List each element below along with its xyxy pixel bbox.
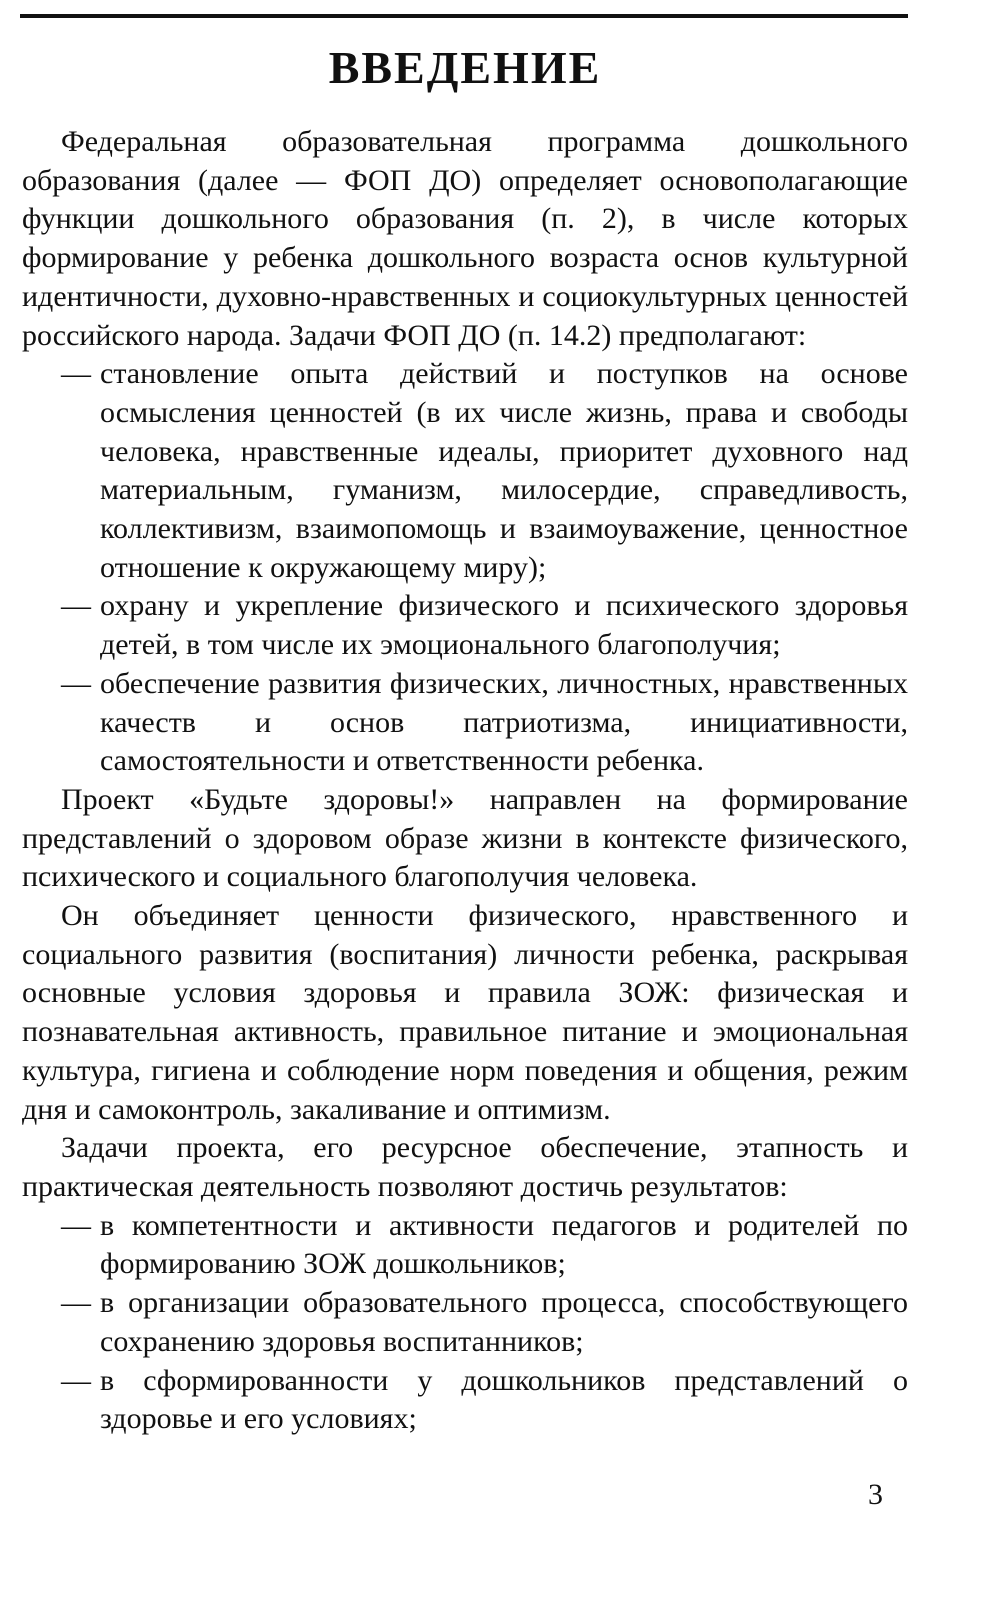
paragraph-project: Проект «Будьте здоровы!» направлен на формирование представлений о здоровом образе жизни в контексте физического, психического и социального благополучия человека. <box>22 782 908 894</box>
paragraph-intro: Федеральная образовательная программа дошкольного образования (далее — ФОП ДО) определяет основополагающие функции дошкольного образования (п. 2), в числе которых формирование у ребенка дошкольного возраста основ культурной идентичности, духовно-нравственных и социокультурных ценностей российского народа. Задачи ФОП ДО (п. 14.2) предполагают: <box>22 125 908 352</box>
paragraph-values: Он объединяет ценности физического, нравственного и социального развития (воспитания) личности ребенка, раскрывая основные условия здоровья и правила ЗОЖ: физическая и познавательная активность, правильное питание и эмоциональная культура, гигиена и соблюдение норм поведения и общения, режим дня и самоконтроль, закаливание и оптимизм. <box>22 899 908 1126</box>
top-rule <box>20 14 908 18</box>
list-item-text: в организации образовательного процесса, способствующего сохранению здоровья воспитанников; <box>100 1286 908 1358</box>
dash-marker: — <box>61 1286 91 1320</box>
paragraph-results-intro: Задачи проекта, его ресурсное обеспечение, этапность и практическая деятельность позволяют достичь результатов: <box>22 1131 908 1203</box>
list-item <box>22 1362 908 1439</box>
list-item <box>22 1207 908 1284</box>
dash-marker: — <box>61 1363 91 1397</box>
list-item <box>22 355 908 587</box>
list-item <box>22 665 908 781</box>
list-item-text: в сформированности у дошкольников представлений о здоровье и его условиях; <box>100 1363 908 1436</box>
list-item <box>22 1284 908 1361</box>
list-item <box>22 587 908 664</box>
tasks-list <box>22 355 908 781</box>
dash-marker: — <box>61 589 91 623</box>
page-number: 3 <box>868 1478 883 1511</box>
list-item-text: обеспечение развития физических, личностных, нравственных качеств и основ патриотизма, инициативности, самостоятельности и ответственности ребенка. <box>100 666 908 778</box>
dash-marker: — <box>61 357 91 391</box>
text-body <box>22 123 908 1439</box>
list-item-text: в компетентности и активности педагогов и родителей по формированию ЗОЖ дошкольников; <box>100 1208 908 1281</box>
list-item-text: становление опыта действий и поступков на основе осмысления ценностей (в их числе жизнь, права и свободы человека, нравственные идеалы, приоритет духовного над материальным, гуманизм, милосердие, справедливость, коллективизм, взаимопомощь и взаимоуважение, ценностное отношение к окружающему миру); <box>100 357 908 584</box>
results-list <box>22 1207 908 1439</box>
dash-marker: — <box>61 666 91 700</box>
list-item-text: охрану и укрепление физического и психического здоровья детей, в том числе их эмоционального благополучия; <box>100 589 908 662</box>
page-title: ВВЕДЕНИЕ <box>328 42 602 93</box>
dash-marker: — <box>61 1208 91 1242</box>
